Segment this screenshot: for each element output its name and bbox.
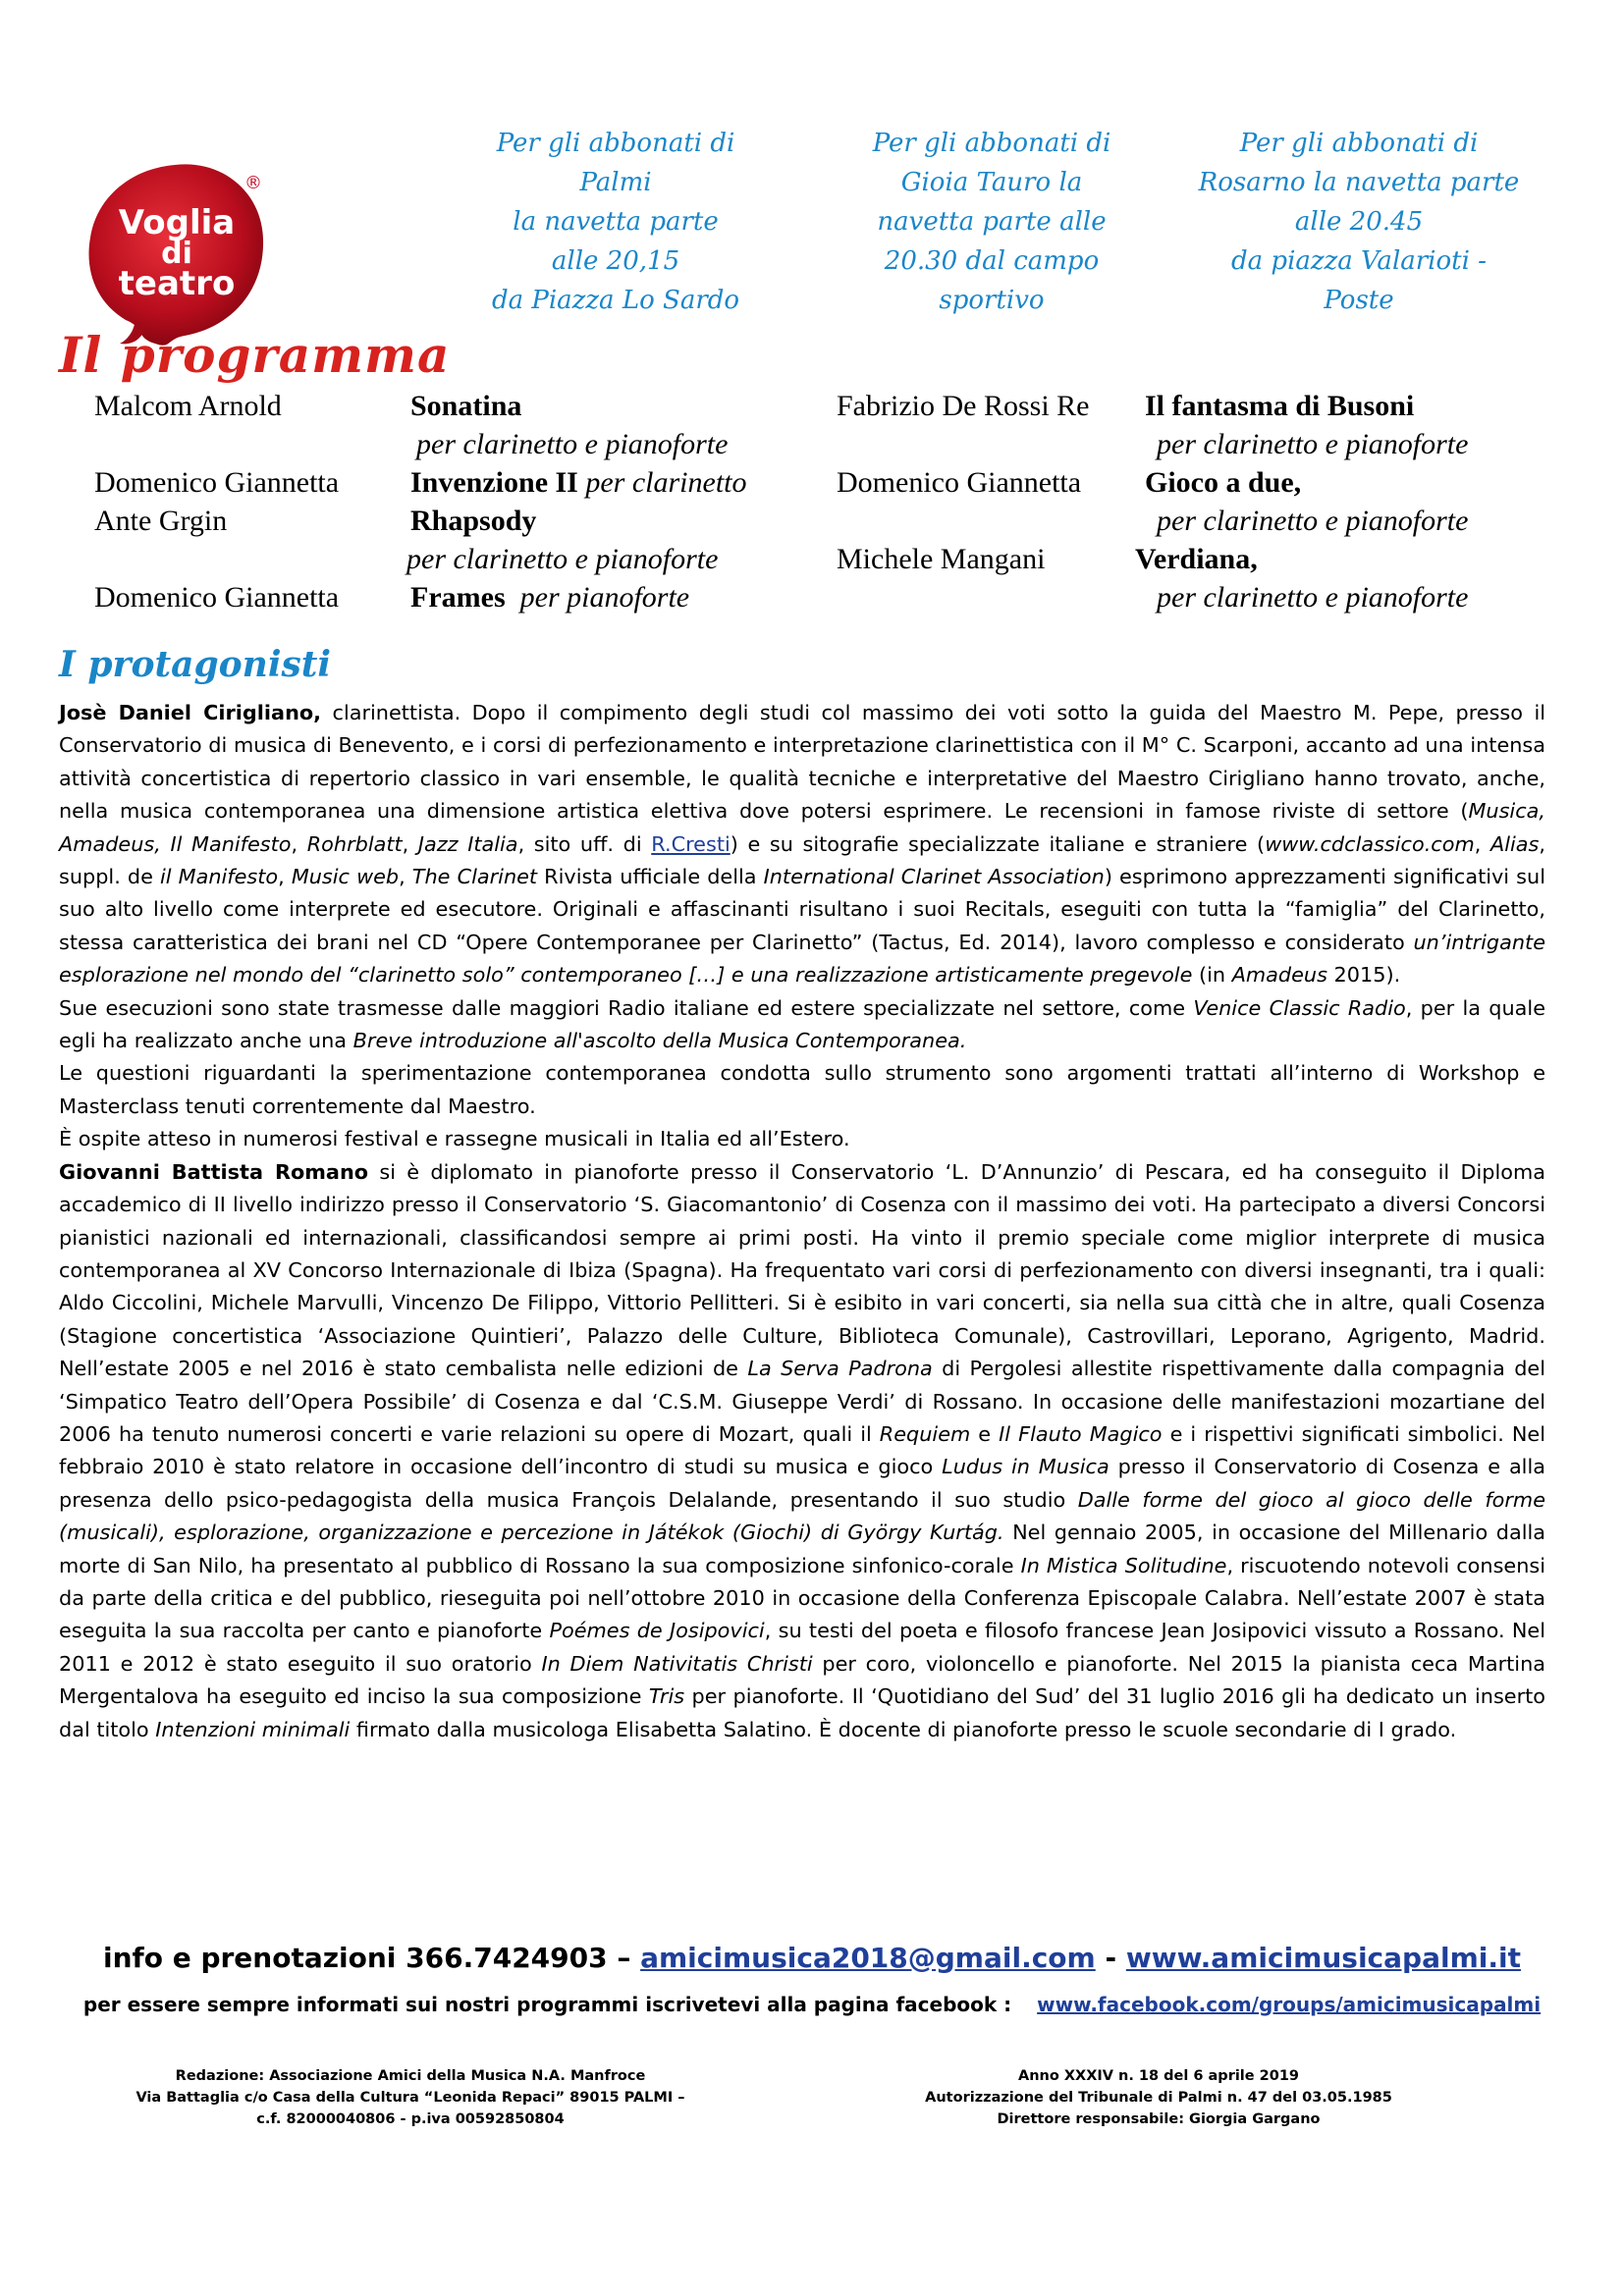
- work-title: Rhapsody: [410, 505, 537, 537]
- work-title: Gioco a due: [1145, 466, 1294, 499]
- navetta-line: Gioia Tauro la: [900, 168, 1083, 197]
- navetta-line: alle 20,15: [551, 246, 680, 276]
- contact-info: info e prenotazioni 366.7424903 – amicimusica2018@gmail.com - www.amicimusicapalmi.it: [103, 1942, 1521, 1974]
- performer-name: Josè Daniel Cirigliano,: [59, 701, 322, 724]
- instrumentation: per clarinetto e pianoforte: [416, 428, 729, 460]
- r-cresti-link[interactable]: R.Cresti: [651, 831, 731, 856]
- composer: Domenico Giannetta: [94, 581, 340, 614]
- work-title: Verdiana: [1135, 543, 1251, 575]
- facebook-link[interactable]: www.facebook.com/groups/amicimusicapalmi: [1037, 1993, 1542, 2016]
- redazione-block: Redazione: Associazione Amici della Musica N.A. Manfroce Via Battaglia c/o Casa della Cultura “Leonida Repaci” 89015 PALMI – c.f. 82000040806 - p.iva 00592850804: [135, 2068, 685, 2127]
- work-title: Sonatina: [410, 390, 522, 422]
- instrumentation: per pianoforte: [519, 581, 690, 614]
- work-title: Il fantasma di Busoni: [1145, 390, 1415, 422]
- publication-info: Anno XXXIV n. 18 del 6 aprile 2019 Autorizzazione del Tribunale di Palmi n. 47 del 03.05.1985 Direttore responsabile: Giorgia Gargano: [925, 2068, 1392, 2127]
- program-entry: Verdiana,: [1135, 543, 1258, 575]
- navetta-rosarno: [1176, 124, 1542, 320]
- navetta-line: Per gli abbonati di: [872, 129, 1111, 158]
- navetta-line: Poste: [1324, 286, 1394, 315]
- navetta-line: da Piazza Lo Sardo: [491, 286, 740, 315]
- program-entry: [410, 578, 689, 616]
- composer: Malcom Arnold: [94, 390, 282, 422]
- navetta-line: navetta parte alle: [877, 207, 1107, 237]
- navetta-line: Per gli abbonati di: [496, 129, 735, 158]
- logo-text-teatro: teatro: [118, 264, 236, 303]
- registered-mark: ®: [244, 173, 262, 193]
- bio-festival: È ospite atteso in numerosi festival e rassegne musicali in Italia ed all’Estero.: [59, 1127, 850, 1151]
- program-entry: [410, 463, 747, 502]
- navetta-line: 20.30 dal campo: [884, 246, 1100, 276]
- navetta-line: Per gli abbonati di: [1239, 129, 1479, 158]
- composer: Michele Mangani: [837, 543, 1046, 575]
- bio-workshop: Le questioni riguardanti la sperimentazione contemporanea condotta sullo strumento sono argomenti trattati all’interno di Workshop e Masterclass tenuti correntemente dal Maestro.: [59, 1061, 1545, 1118]
- navetta-line: da piazza Valarioti -: [1231, 246, 1487, 276]
- navetta-gioia-tauro: [825, 124, 1159, 320]
- logo-text-di: di: [161, 237, 192, 271]
- instrumentation: per clarinetto: [585, 466, 747, 499]
- facebook-line: per essere sempre informati sui nostri programmi iscrivetevi alla pagina facebook : www.facebook.com/groups/amicimusicapalmi: [82, 1993, 1542, 2016]
- instrumentation: per clarinetto e pianoforte: [1157, 428, 1469, 460]
- logo-text-voglia: Voglia: [118, 203, 236, 242]
- navetta-line: la navetta parte: [513, 207, 719, 237]
- program-entry: Gioco a due,: [1145, 466, 1302, 499]
- navetta-palmi: [454, 124, 778, 320]
- bio-romano: Giovanni Battista Romano si è diplomato in pianoforte presso il Conservatorio ‘L. D’Annunzio’ di Pescara, ed ha conseguito il Diploma accademico di II livello indirizzo presso il Conservatorio ‘S. Giacomantonio’ di Cosenza con il massimo dei voti. Ha partecipato a diversi Concorsi pianistici nazionali ed internazionali, classificandosi sempre ai primi posti. Ha vinto il premio speciale come miglior interprete di musica contemporanea al XV Concorso Internazionale di Ibiza (Spagna). Ha frequentato vari corsi di perfezionamento con diversi insegnanti, tra i quali: Aldo Ciccolini, Michele Marvulli, Vincenzo De Filippo, Vittorio Pellitteri. Si è esibito in vari concerti, sia nella sua città che in altre, quali Cosenza (Stagione concertistica ‘Associazione Quintieri’, Palazzo delle Culture, Biblioteca Comunale), Castrovillari, Leporano, Agrigento, Madrid. Nell’estate 2005 e nel 2016 è stato cembalista nelle edizioni de La Serva Padrona di Pergolesi allestite rispettivamente dalla compagnia del ‘Simpatico Teatro dell’Opera Possibile’ di Cosenza e dal ‘C.S.M. Giuseppe Verdi’ di Rossano. In occasione delle manifestazioni mozartiane del 2006 ha tenuto numerosi concerti e varie relazioni su opere di Mozart, quali il Requiem e Il Flauto Magico e i rispettivi significati simbolici. Nel febbraio 2010 è stato relatore in occasione dell’incontro di studi su musica e gioco Ludus in Musica presso il Conservatorio di Cosenza e alla presenza dello psico-pedagogista della musica François Delalande, presentando il suo studio Dalle forme del gioco al gioco delle forme (musicali), esplorazione, organizzazione e percezione in Játékok (Giochi) di György Kurtág. Nel gennaio 2005, in occasione del Millenario dalla morte di San Nilo, ha presentato al pubblico di Rossano la sua composizione sinfonico-corale In Mistica Solitudine, riscuotendo notevoli consensi da parte della critica e del pubblico, rieseguita poi nell’ottobre 2010 in occasione della Conferenza Episcopale Calabra. Nell’estate 2007 è stata eseguita la sua raccolta per canto e pianoforte Poémes de Josipovici, su testi del poeta e filosofo francese Jean Josipovici vissuto a Rossano. Nel 2011 e 2012 è stato eseguito il suo oratorio In Diem Nativitatis Christi per coro, violoncello e pianoforte. Nel 2015 la pianista ceca Martina Mergentalova ha eseguito ed inciso la sua composizione Tris per pianoforte. Il ‘Quotidiano del Sud’ del 31 luglio 2016 gli ha dedicato un inserto dal titolo Intenzioni minimali firmato dalla musicologa Elisabetta Salatino. È docente di pianoforte presso le scuole secondarie di I grado.: [59, 1159, 1546, 1741]
- program-heading: Il programma: [59, 326, 451, 384]
- website-link[interactable]: www.amicimusicapalmi.it: [1125, 1942, 1521, 1974]
- navetta-line: sportivo: [939, 286, 1045, 315]
- composer: Ante Grgin: [94, 505, 228, 537]
- instrumentation: per clarinetto e pianoforte: [1157, 581, 1469, 614]
- navetta-line: Palmi: [579, 168, 652, 197]
- biographies: [59, 697, 1545, 1746]
- composer: Fabrizio De Rossi Re: [837, 390, 1090, 422]
- performer-name: Giovanni Battista Romano: [59, 1159, 369, 1184]
- email-link[interactable]: amicimusica2018@gmail.com: [640, 1942, 1096, 1974]
- work-title: Frames: [410, 581, 506, 614]
- bio-radio: Sue esecuzioni sono state trasmesse dalle maggiori Radio italiane ed estere specializzate nel settore, come Venice Classic Radio, per la quale egli ha realizzato anche una Breve introduzione all'ascolto della Musica Contemporanea.: [59, 995, 1545, 1053]
- composer: Domenico Giannetta: [94, 466, 340, 499]
- navetta-line: alle 20.45: [1294, 207, 1424, 237]
- composer: Domenico Giannetta: [837, 466, 1082, 499]
- instrumentation: per clarinetto e pianoforte: [1157, 505, 1469, 537]
- bio-cirigliano: Josè Daniel Cirigliano, clarinettista. Dopo il compimento degli studi col massimo dei voti sotto la guida del Maestro M. Pepe, presso il Conservatorio di musica di Benevento, e i corsi di perfezionamento e interpretazione clarinettistica con il M° C. Scarponi, accanto ad una intensa attività concertistica di repertorio classico in vari ensemble, le qualità tecniche e interpretative del Maestro Cirigliano hanno trovato, anche, nella musica contemporanea una dimensione artistica elettiva dove potersi esprimere. Le recensioni in famose riviste di settore (Musica, Amadeus, Il Manifesto, Rohrblatt, Jazz Italia, sito uff. di R.Cresti) e su sitografie specializzate italiane e straniere (www.cdclassico.com, Alias, suppl. de il Manifesto, Music web, The Clarinet Rivista ufficiale della International Clarinet Association) esprimono apprezzamenti significativi sul suo alto livello come interprete ed esecutore. Originali e affascinanti risultano i suoi Recitals, eseguiti con tutta la “famiglia” del Clarinetto, stessa caratteristica dei brani nel CD “Opere Contemporanee per Clarinetto” (Tactus, Ed. 2014), lavoro complesso e considerato un’intrigante esplorazione nel mondo del “clarinetto solo” contemporaneo […] e una realizzazione artisticamente pregevole (in Amadeus 2015).: [59, 701, 1545, 988]
- protagonists-heading: I protagonisti: [59, 644, 332, 685]
- work-title: Invenzione II: [410, 466, 578, 499]
- instrumentation: per clarinetto e pianoforte: [406, 543, 719, 575]
- navetta-line: Rosarno la navetta parte: [1198, 168, 1520, 197]
- voglia-di-teatro-logo: [77, 155, 277, 351]
